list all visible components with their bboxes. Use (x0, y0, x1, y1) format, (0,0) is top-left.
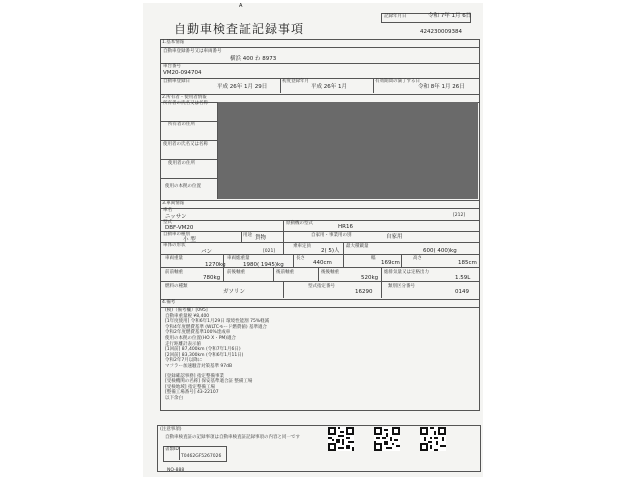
qr-code-3 (420, 427, 446, 451)
owner-name-label: 所有者の氏名又は名称 (163, 101, 208, 106)
body-label: 車体の形状 (163, 243, 186, 248)
fuel-value: ガソリン (223, 289, 246, 295)
notice-label: (注意事項) (160, 427, 182, 432)
length-value: 440cm (313, 260, 332, 266)
load-value: 600( 400)kg (423, 248, 457, 254)
approval-value: 16290 (355, 289, 373, 295)
date2-label: 初度登録年月 (282, 79, 309, 84)
rear2-axle-value: 520kg (361, 275, 379, 281)
length-label: 長さ (296, 256, 305, 261)
remark-line: 以下余白 (165, 395, 183, 401)
owner-address-label: 所有者の住所 (168, 122, 195, 127)
registration-value: 横浜 400 わ 8973 (230, 56, 277, 62)
front-axle-value: 780kg (203, 275, 221, 281)
expiry-value: 令和 8年 1月 26日 (418, 84, 465, 90)
user-name-label: 使用者の氏名又は名称 (163, 142, 208, 147)
first-reg-label: 自動車登録日 (163, 79, 190, 84)
remark-line: 自動車重量税 ¥8,400 (165, 313, 210, 319)
remarks-list (165, 309, 365, 403)
model-value: DBF-VM20 (165, 225, 194, 231)
chassis-label: 車台番号 (163, 64, 181, 69)
maker-code: [212] (453, 213, 466, 218)
gross-value: 1980( 1945)kg (243, 262, 284, 268)
user-address-label: 使用者の住所 (168, 161, 195, 166)
document-id-label: 書類ID (165, 447, 179, 452)
section4-heading: 4.備考 (162, 300, 176, 305)
remark-line: [2回前] 83,300km (令和6年1月11日) (165, 352, 244, 358)
capacity-value: 2( 5)人 (321, 248, 340, 254)
remark-line: (検)（備考欄）[095] (165, 308, 208, 313)
redacted-owner-info (218, 102, 478, 199)
header-mark: A (239, 3, 243, 9)
maker-value: ニッサン (165, 214, 187, 220)
model-label: 型式 (163, 220, 172, 225)
remark-line: [整備工場番号] 43-22107 (165, 390, 219, 396)
remark-line: マフラー加速騒音対策基準 97dB (165, 363, 233, 369)
chassis-value: VM20-094704 (163, 70, 202, 76)
remark-line: [受検機関の名称] 保安基準適合証 整備工場 (165, 379, 253, 385)
bottom-mark: NO-888 (167, 468, 185, 473)
gross-label: 車両総重量 (227, 256, 250, 261)
remark-line: [登録確認事務] 指定整備事業 (165, 373, 224, 379)
category-label: 類別区分番号 (388, 284, 415, 289)
weight-value: 1270kg (205, 262, 226, 268)
remark-line: 令和2年度燃費基準100%達成車 (165, 330, 231, 336)
height-label: 高さ (413, 256, 422, 261)
document-id-value: T0462GF5267026 (181, 454, 222, 459)
body-code: [021] (263, 249, 276, 254)
use-value: 貨物 (255, 235, 267, 241)
first-reg-value: 平成 26年 1月 29日 (217, 84, 268, 90)
height-value: 185cm (458, 260, 477, 266)
rear2-axle-label: 後後軸重 (321, 270, 339, 275)
issue-date-label: 記録年月日 (384, 14, 407, 19)
fuel-label: 燃料の種類 (165, 284, 188, 289)
category-value: 0149 (455, 289, 469, 295)
base-location-label: 使用の本拠の位置 (165, 184, 201, 189)
remark-line: 令和4年度燃費基準 (WLTCモード燃費値) 基準適合 (165, 324, 268, 330)
front-axle-label: 前前軸重 (165, 270, 183, 275)
approval-label: 型式指定番号 (308, 284, 335, 289)
registration-label: 自動車登録番号又は車両番号 (163, 49, 222, 54)
class-value: 小 型 (183, 237, 196, 243)
remark-line: [1年度使用] 令和6年1月29日 環境性能割 75%軽減 (165, 319, 270, 325)
issue-date-value: 令和 7年 1月 6日 (428, 13, 472, 19)
remark-line: 使用の本拠の位置(HO X・PM)適合 (165, 335, 237, 341)
width-label: 幅 (371, 256, 376, 261)
maker-label: 車名 (163, 208, 172, 213)
remark-line: 令和2年7月以降に (165, 358, 203, 364)
front2-axle-label: 前後軸重 (227, 270, 245, 275)
capacity-label: 乗車定員 (293, 244, 311, 249)
date2-value: 平成 26年 1月 (311, 84, 347, 90)
section2-heading: 2.所有者・使用者情報 (162, 95, 207, 100)
expiry-label: 有効期間の満了する日 (375, 79, 420, 84)
purpose-label: 自家用・事業用の別 (311, 233, 352, 238)
use-label: 用途 (243, 233, 252, 238)
inspection-certificate-sheet (143, 3, 483, 477)
remark-line: 走行距離計表示値 (165, 341, 201, 347)
displacement-label: 総排気量又は定格出力 (384, 270, 429, 275)
class-label: 自動車の種別 (163, 232, 190, 237)
engine-value: HR16 (338, 224, 353, 230)
document-title: 自動車検査証記録事項 (174, 22, 305, 36)
remark-line: [受検地域] 指定整備工場 (165, 384, 215, 390)
remark-line: [1回前] 87,400km (令和7年1月6日) (165, 347, 241, 353)
qr-code-2 (374, 427, 400, 451)
width-value: 169cm (381, 260, 400, 266)
purpose-value: 自家用 (386, 234, 403, 240)
serial-number: 424230009384 (420, 29, 462, 35)
notice-text: 自動車検査証の記録事項は自動車検査証記録事項の内容と同一です (165, 435, 300, 440)
load-label: 最大積載量 (346, 244, 369, 249)
qr-code-1 (328, 427, 354, 451)
section1-heading: 1.基本情報 (162, 40, 185, 45)
weight-label: 車両重量 (165, 256, 183, 261)
body-value: バン (201, 249, 213, 255)
rear-axle-label: 後前軸重 (276, 270, 294, 275)
displacement-value: 1.59L (455, 275, 471, 281)
engine-label: 原動機の型式 (286, 221, 313, 226)
section3-heading: 3.車両情報 (162, 201, 185, 206)
